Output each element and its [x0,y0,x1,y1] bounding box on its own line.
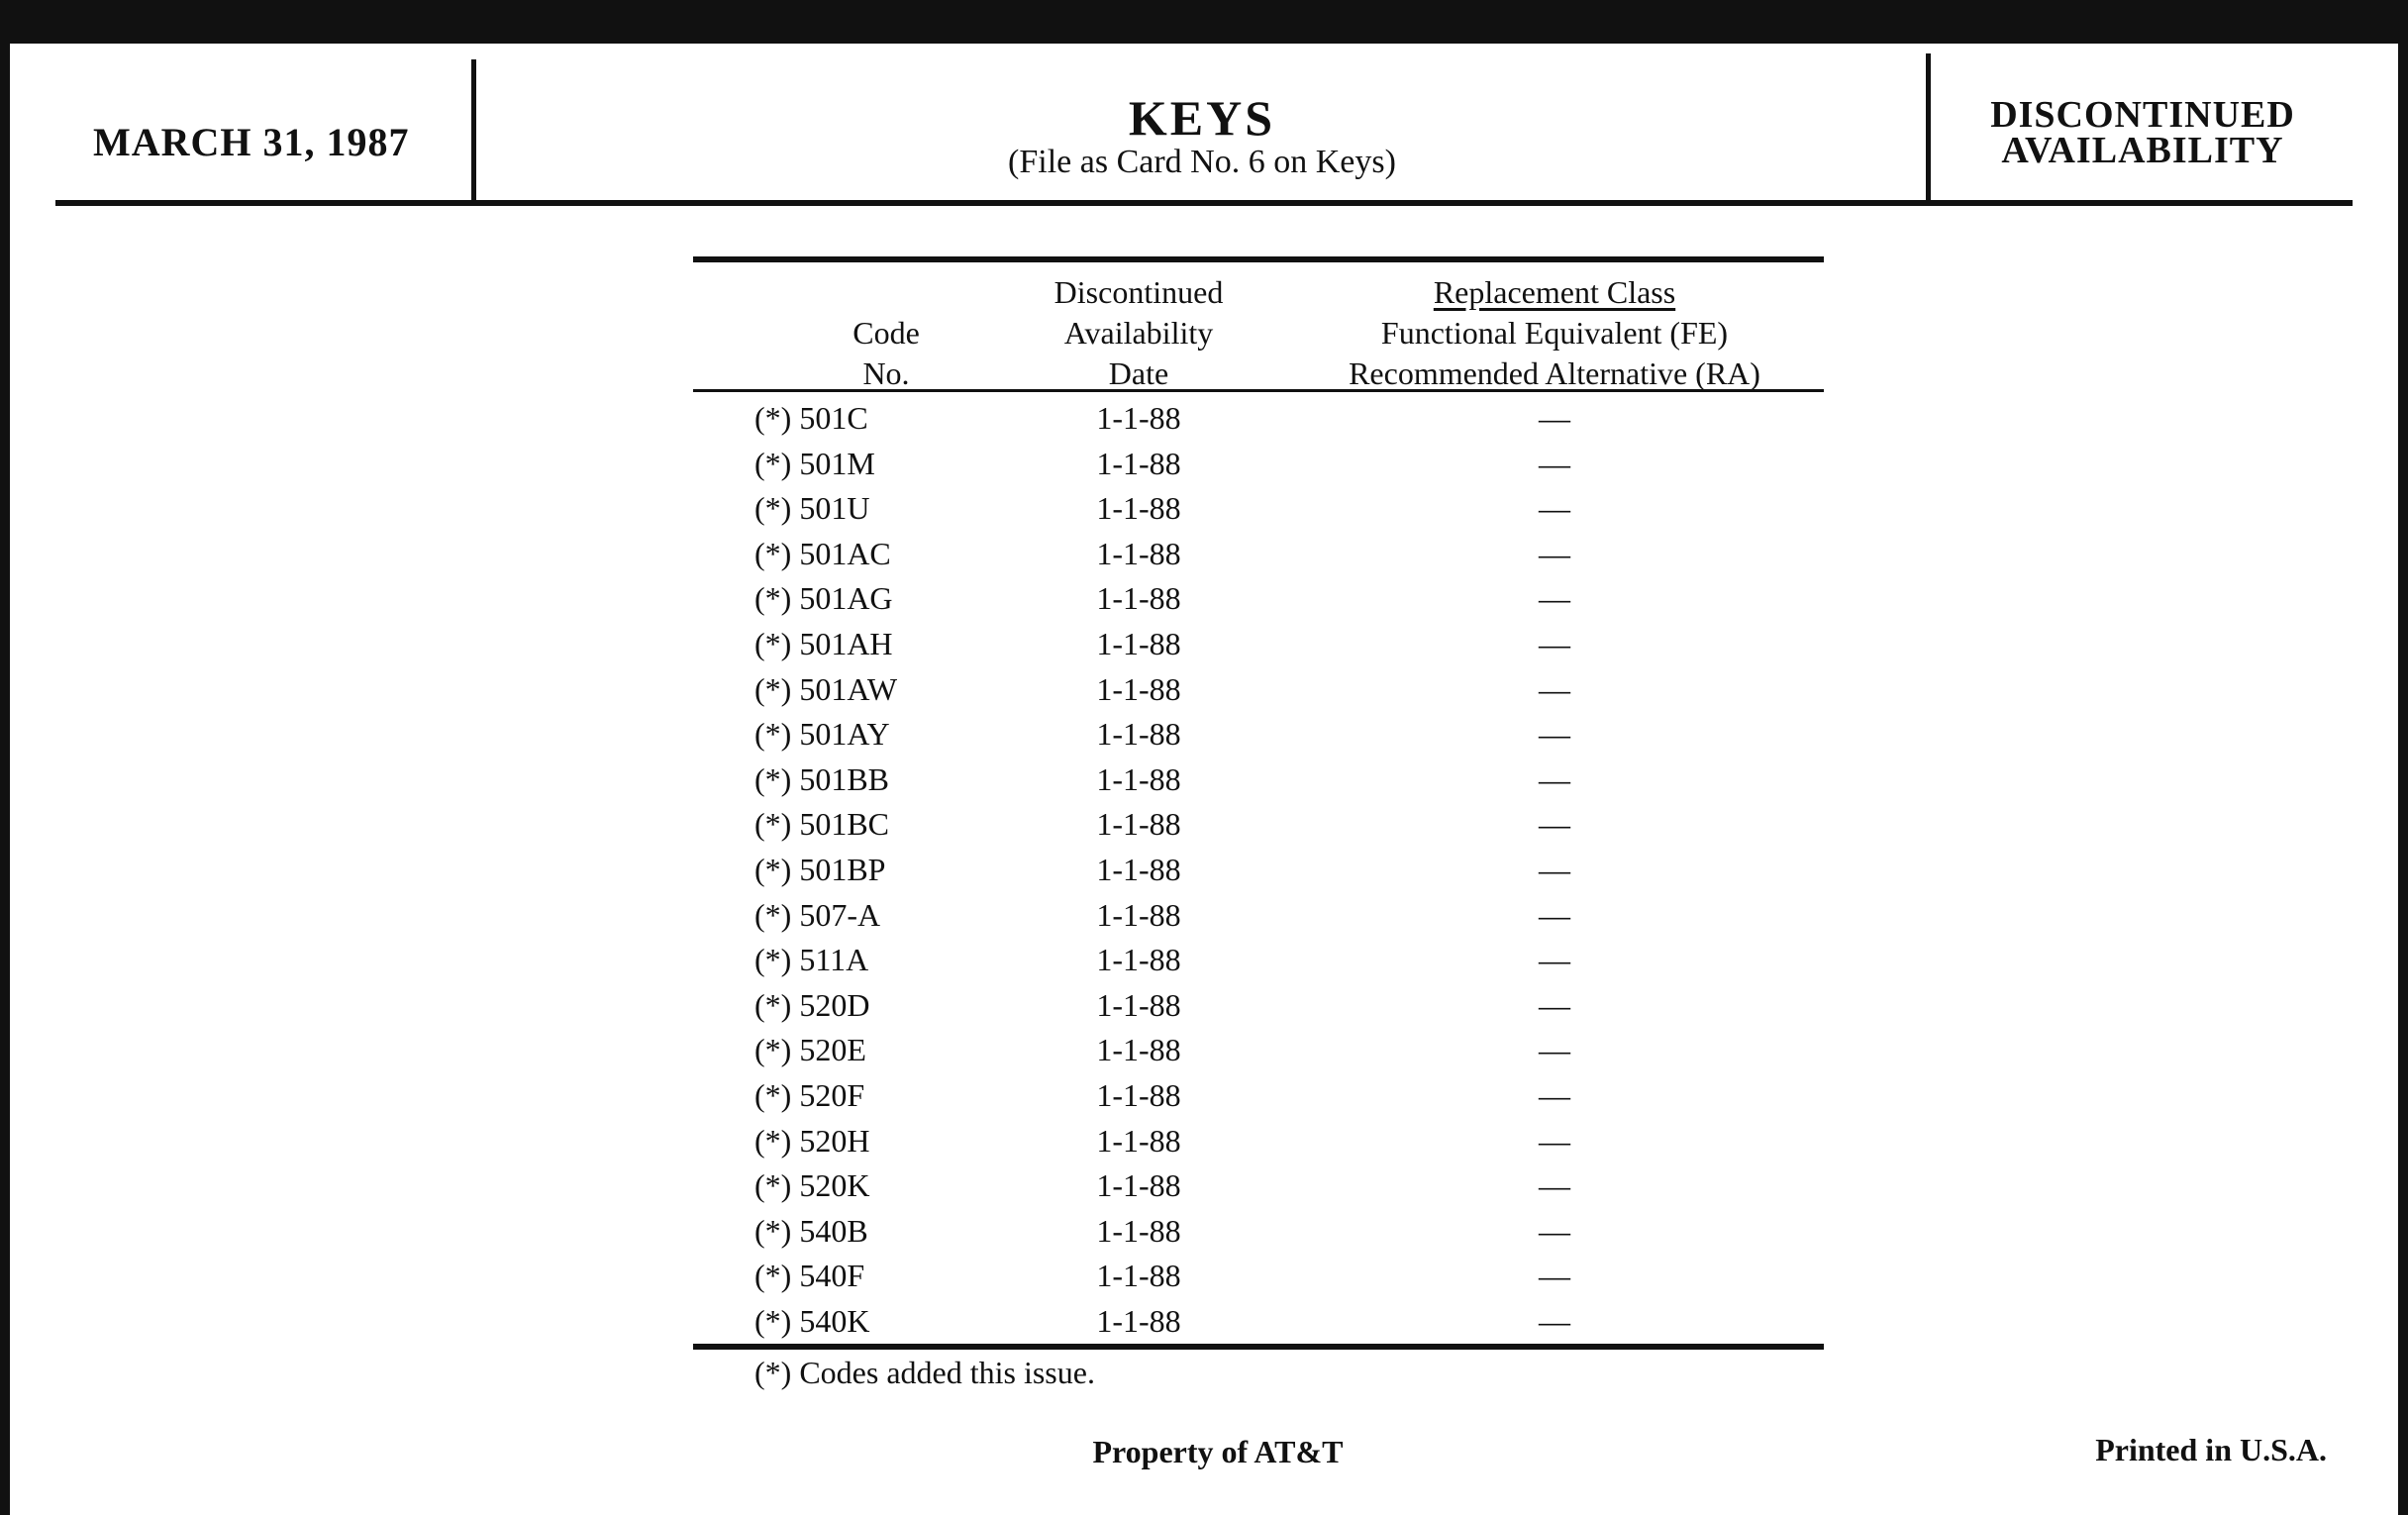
footnote: (*) Codes added this issue. [754,1355,1095,1391]
cell-date: 1-1-88 [1096,490,1181,527]
cell-code: (*) 501AG [754,580,893,617]
cell-date: 1-1-88 [1096,1032,1181,1068]
cell-date: 1-1-88 [1096,896,1181,933]
cell-code: (*) 511A [754,942,869,978]
cell-code: (*) 501AW [754,670,898,707]
cell-code: (*) 501BC [754,806,889,843]
header-divider-left [471,59,476,204]
cell-code: (*) 501AC [754,535,891,571]
table-row [693,802,1824,848]
cell-replacement: — [1539,760,1570,797]
column-header-date-line: Date [1108,355,1169,391]
cell-replacement: — [1539,1212,1570,1249]
status-line-1: DISCONTINUED [1990,94,2295,136]
cell-code: (*) 540F [754,1258,865,1294]
table-row [693,1163,1824,1209]
column-header-code-line: No. [862,355,910,391]
cell-replacement: — [1539,1122,1570,1159]
table-row [693,938,1824,983]
table-row [693,758,1824,803]
table-row [693,1299,1824,1345]
cell-code: (*) 520K [754,1167,870,1204]
cell-replacement: — [1539,806,1570,843]
table-row [693,1028,1824,1073]
cell-code: (*) 501U [754,490,870,527]
cell-date: 1-1-88 [1096,1302,1181,1339]
cell-code: (*) 520D [754,986,870,1023]
cell-date: 1-1-88 [1096,670,1181,707]
table-row [693,1254,1824,1299]
table-row [693,712,1824,758]
cell-code: (*) 540B [754,1212,868,1249]
cell-replacement: — [1539,1302,1570,1339]
cell-code: (*) 501C [754,400,868,436]
status-label [1935,94,2351,171]
status-line-2: AVAILABILITY [2001,130,2284,171]
cell-code: (*) 501BP [754,851,886,887]
column-header-replacement-line: Replacement Class [1433,274,1676,310]
cell-date: 1-1-88 [1096,1122,1181,1159]
cell-replacement: — [1539,670,1570,707]
table-row [693,532,1824,577]
column-header-date [990,272,1287,394]
cell-date: 1-1-88 [1096,1076,1181,1113]
table-row [693,667,1824,713]
cell-date: 1-1-88 [1096,986,1181,1023]
cell-code: (*) 520E [754,1032,866,1068]
table-row [693,442,1824,487]
column-header-date-line: Availability [1063,315,1214,351]
table-row [693,983,1824,1029]
cell-date: 1-1-88 [1096,716,1181,753]
table-row [693,576,1824,622]
column-header-replacement-line: Recommended Alternative (RA) [1349,355,1760,391]
cell-code: (*) 540K [754,1302,870,1339]
cell-code: (*) 520F [754,1076,865,1113]
footer-property: Property of AT&T [1092,1434,1344,1469]
issue-date: MARCH 31, 1987 [93,120,410,164]
column-header-replacement-line: Functional Equivalent (FE) [1380,315,1729,351]
footer-printed: Printed in U.S.A. [2095,1432,2327,1467]
cell-date: 1-1-88 [1096,580,1181,617]
header-rule [55,200,2353,206]
cell-replacement: — [1539,896,1570,933]
table-body [693,392,1824,1344]
cell-replacement: — [1539,625,1570,661]
cell-replacement: — [1539,490,1570,527]
column-header-code [762,313,1010,394]
table-row [693,486,1824,532]
table-header [693,262,1824,389]
document-card [10,44,2398,1515]
cell-date: 1-1-88 [1096,1167,1181,1204]
cell-date: 1-1-88 [1096,625,1181,661]
cell-replacement: — [1539,400,1570,436]
cell-replacement: — [1539,716,1570,753]
header-title-block [480,90,1924,182]
cell-code: (*) 501BB [754,760,889,797]
cell-replacement: — [1539,986,1570,1023]
column-header-code-line: Code [853,315,920,351]
cell-replacement: — [1539,445,1570,481]
cell-replacement: — [1539,851,1570,887]
keys-table [693,256,1824,1395]
header-divider-right [1926,53,1931,202]
cell-replacement: — [1539,1032,1570,1068]
page-title: KEYS [1128,90,1276,146]
cell-replacement: — [1539,942,1570,978]
cell-code: (*) 507-A [754,896,881,933]
card-header [10,44,2398,202]
table-row [693,1073,1824,1119]
cell-date: 1-1-88 [1096,1258,1181,1294]
page-subtitle: (File as Card No. 6 on Keys) [1008,144,1396,180]
cell-date: 1-1-88 [1096,942,1181,978]
table-row [693,848,1824,893]
cell-replacement: — [1539,1258,1570,1294]
cell-date: 1-1-88 [1096,535,1181,571]
cell-code: (*) 501M [754,445,875,481]
column-header-date-line: Discontinued [1054,274,1224,310]
cell-date: 1-1-88 [1096,400,1181,436]
table-row [693,1119,1824,1164]
cell-date: 1-1-88 [1096,851,1181,887]
cell-replacement: — [1539,580,1570,617]
cell-replacement: — [1539,1167,1570,1204]
cell-date: 1-1-88 [1096,760,1181,797]
cell-date: 1-1-88 [1096,1212,1181,1249]
table-row [693,893,1824,939]
cell-date: 1-1-88 [1096,445,1181,481]
cell-code: (*) 501AH [754,625,893,661]
cell-date: 1-1-88 [1096,806,1181,843]
table-row [693,622,1824,667]
cell-code: (*) 520H [754,1122,870,1159]
cell-replacement: — [1539,1076,1570,1113]
cell-replacement: — [1539,535,1570,571]
column-header-replacement [1297,272,1812,394]
table-row [693,396,1824,442]
table-row [693,1209,1824,1255]
cell-code: (*) 501AY [754,716,890,753]
